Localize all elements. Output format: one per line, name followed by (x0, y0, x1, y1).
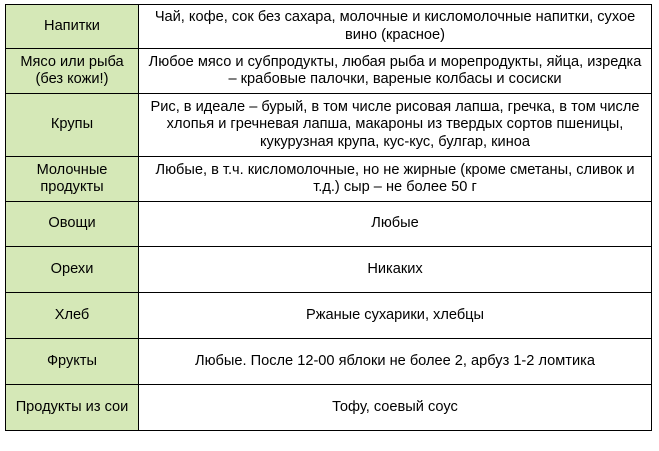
table-row (6, 339, 652, 385)
value-cell: Любое мясо и субпродукты, любая рыба и морепродукты, яйца, изредка – крабовые палочки, вареные колбасы и сосиски (139, 49, 652, 94)
value-cell: Любые (139, 202, 652, 247)
category-cell: Молочные продукты (6, 157, 139, 202)
category-cell: Овощи (6, 202, 139, 247)
category-cell: Крупы (6, 94, 139, 157)
table-row (6, 385, 652, 431)
value-cell: Любые, в т.ч. кисломолочные, но не жирные (кроме сметаны, сливок и т.д.) сыр – не более 50 г (139, 157, 652, 202)
table-row (6, 94, 652, 157)
value-cell: Рис, в идеале – бурый, в том числе рисовая лапша, гречка, в том числе хлопья и гречневая лапша, макароны из твердых сортов пшеницы, кукурузная крупа, кус-кус, булгар, киноа (139, 94, 652, 157)
category-cell: Напитки (6, 5, 139, 49)
table-row (6, 49, 652, 94)
category-cell: Мясо или рыба (без кожи!) (6, 49, 139, 94)
table-row (6, 157, 652, 202)
category-cell: Хлеб (6, 293, 139, 339)
value-cell: Любые. После 12-00 яблоки не более 2, арбуз 1-2 ломтика (139, 339, 652, 385)
table-row (6, 5, 652, 49)
diet-table (5, 4, 652, 431)
value-cell: Тофу, соевый соус (139, 385, 652, 431)
value-cell: Ржаные сухарики, хлебцы (139, 293, 652, 339)
value-cell: Чай, кофе, сок без сахара, молочные и кисломолочные напитки, сухое вино (красное) (139, 5, 652, 49)
value-cell: Никаких (139, 247, 652, 293)
table-row (6, 293, 652, 339)
category-cell: Орехи (6, 247, 139, 293)
table-row (6, 247, 652, 293)
category-cell: Продукты из сои (6, 385, 139, 431)
table-row (6, 202, 652, 247)
category-cell: Фрукты (6, 339, 139, 385)
